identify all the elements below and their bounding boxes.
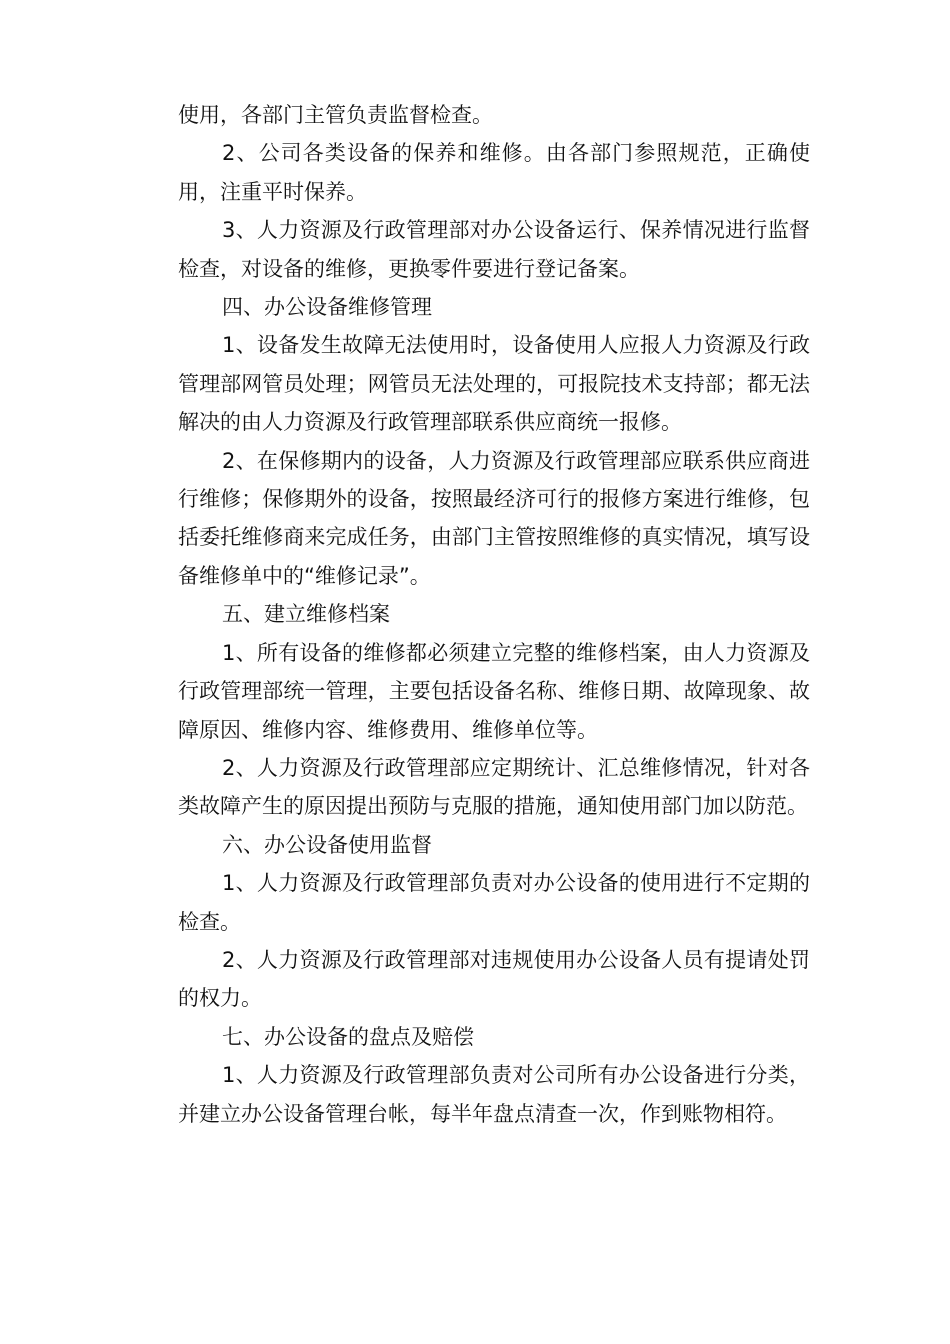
paragraph-item-3: 3、人力资源及行政管理部对办公设备运行、保养情况进行监督检查，对设备的维修，更换零件要进行登记备案。 xyxy=(178,218,810,281)
section-heading-5: 五、建立维修档案 xyxy=(222,602,390,627)
paragraph-item-2: 2、公司各类设备的保养和维修。由各部门参照规范，正确使用，注重平时保养。 xyxy=(178,141,810,204)
section-heading-6: 六、办公设备使用监督 xyxy=(222,832,432,857)
paragraph-item-4-2: 2、在保修期内的设备，人力资源及行政管理部应联系供应商进行维修；保修期外的设备，按照最经济可行的报修方案进行维修，包括委托维修商来完成任务，由部门主管按照维修的真实情况，填写设备维修单中的“维修记录”。 xyxy=(178,448,810,588)
section-heading-4: 四、办公设备维修管理 xyxy=(222,295,432,320)
document-body xyxy=(178,96,810,1133)
paragraph-item-4-1: 1、设备发生故障无法使用时，设备使用人应报人力资源及行政管理部网管员处理；网管员无法处理的，可报院技术支持部；都无法解决的由人力资源及行政管理部联系供应商统一报修。 xyxy=(178,333,810,435)
paragraph-item-5-1: 1、所有设备的维修都必须建立完整的维修档案，由人力资源及行政管理部统一管理，主要包括设备名称、维修日期、故障现象、故障原因、维修内容、维修费用、维修单位等。 xyxy=(178,640,810,742)
section-heading-7: 七、办公设备的盘点及赔偿 xyxy=(222,1024,474,1049)
paragraph-item-6-2: 2、人力资源及行政管理部对违规使用办公设备人员有提请处罚的权力。 xyxy=(178,947,810,1011)
paragraph-continuation: 使用，各部门主管负责监督检查。 xyxy=(178,103,493,127)
paragraph-item-5-2: 2、人力资源及行政管理部应定期统计、汇总维修情况，针对各类故障产生的原因提出预防与克服的措施，通知使用部门加以防范。 xyxy=(178,755,810,819)
paragraph-item-6-1: 1、人力资源及行政管理部负责对办公设备的使用进行不定期的检查。 xyxy=(178,871,810,934)
paragraph-item-7-1: 1、人力资源及行政管理部负责对公司所有办公设备进行分类，并建立办公设备管理台帐，每半年盘点清查一次，作到账物相符。 xyxy=(178,1063,810,1126)
